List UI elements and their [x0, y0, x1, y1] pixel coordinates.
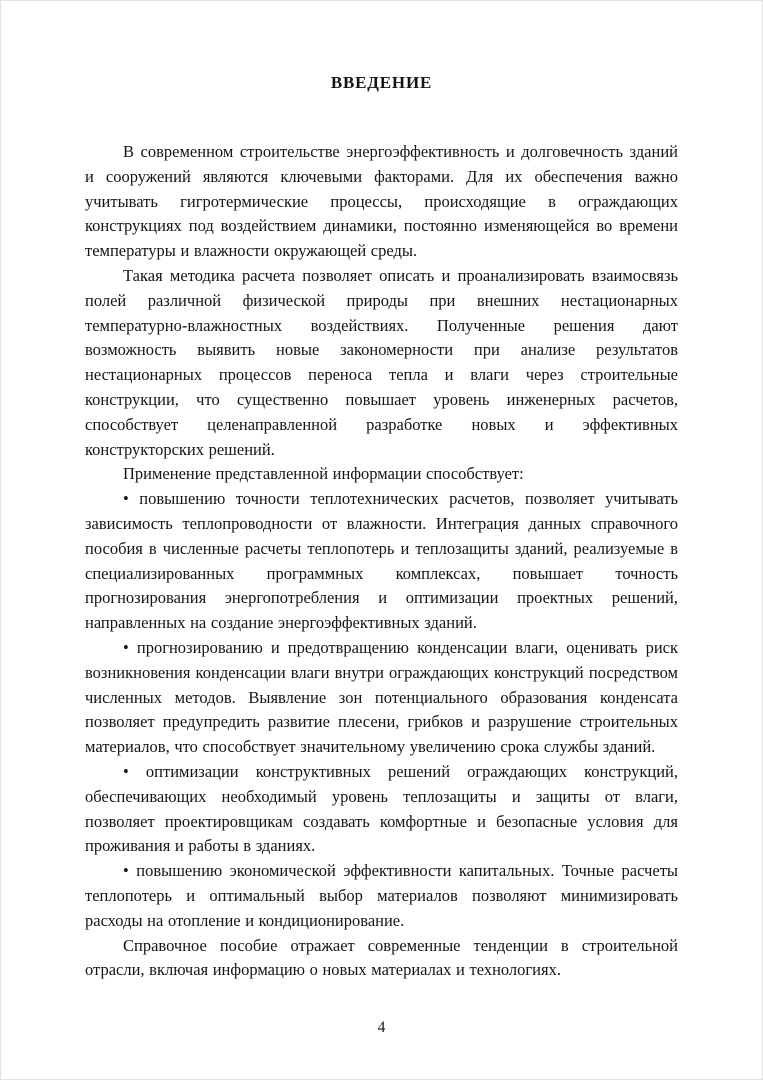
- bullet-marker: •: [123, 761, 129, 781]
- bullet-text: оптимизации конструктивных решений ограждающих конструкций, обеспечивающих необходимый уровень теплозащиты и защиты от влаги, позволяет проектировщикам создавать комфортные и безопасные условия для проживания и работы в зданиях.: [85, 761, 679, 856]
- bullet-marker: •: [123, 489, 129, 509]
- bullet-marker: •: [123, 637, 129, 657]
- bullet-text: повышению точности теплотехнических расчетов, позволяет учитывать зависимость теплопроводности от влажности. Интеграция данных справочного пособия в численные расчеты теплопотерь и теплозащиты зданий, реализуемые в специализированных программных комплексах, повышает точность прогнозирования энергопотребления и оптимизации проектных решений, направленных на создание энергоэффективных зданий.: [85, 489, 678, 633]
- paragraph-closing: Справочное пособие отражает современные тенденции в строительной отрасли, включая информацию о новых материалах и технологиях.: [85, 935, 678, 980]
- bullet-text: повышению экономической эффективности капитальных. Точные расчеты теплопотерь и оптимальный выбор материалов позволяют минимизировать расходы на отопление и кондиционирование.: [85, 861, 678, 930]
- bullet-text: прогнозированию и предотвращению конденсации влаги, оценивать риск возникновения конденсации влаги внутри ограждающих конструкций посредством численных методов. Выявление зон потенциального образования конденсата позволяет предупредить развитие плесени, грибков и разрушение строительных материалов, что способствует значительному увеличению срока службы зданий.: [85, 637, 679, 757]
- bullet-paragraph-economics: [85, 859, 678, 933]
- bullet-marker: •: [123, 861, 129, 881]
- bullet-paragraph-condensation: [85, 636, 678, 760]
- bullet-paragraph-accuracy: [85, 487, 678, 636]
- paragraph-lead-in: Применение представленной информации способствует:: [123, 464, 524, 484]
- bullet-paragraph-optimization: [85, 760, 678, 859]
- paragraph-intro: В современном строительстве энергоэффективность и долговечность зданий и сооружений являются ключевыми факторами. Для их обеспечения важно учитывать гигротермические процессы, происходящие в ограждающих конструкциях под воздействием динамики, постоянно изменяющейся во времени температуры и влажности окружающей среды.: [85, 142, 678, 261]
- page-title: ВВЕДЕНИЕ: [330, 73, 433, 92]
- document-body: [85, 140, 678, 983]
- page-number: 4: [377, 1019, 386, 1036]
- paragraph-method: Такая методика расчета позволяет описать и проанализировать взаимосвязь полей различной физической природы при внешних нестационарных температурно-влажностных воздействиях. Полученные решения дают возможность выявить новые закономерности при анализе результатов нестационарных процессов переноса тепла и влаги через строительные конструкции, что существенно повышает уровень инженерных расчетов, способствует целенаправленной разработке новых и эффективных конструкторских решений.: [85, 265, 678, 459]
